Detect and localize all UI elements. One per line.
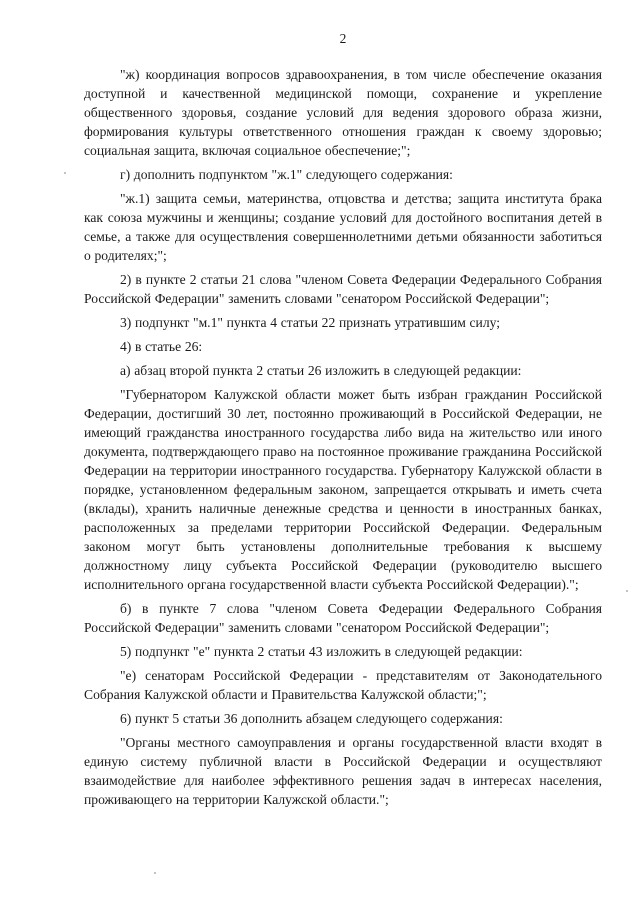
paragraph-zh-health: "ж) координация вопросов здравоохранения, в том числе обеспечение оказания доступной и качественной медицинской помощи, сохранение и укрепление общественного здоровья, создание условий для ведения здорового образа жизни, формирования культуры ответственного отношения граждан к своему здоровью; социальная защита, включая социальное обеспечение;"; <box>84 67 602 158</box>
page-number: 2 <box>339 31 347 46</box>
paragraph-6-article-36: 6) пункт 5 статьи 36 дополнить абзацем следующего содержания: <box>120 711 503 726</box>
paragraph-g-add-subitem: г) дополнить подпунктом "ж.1" следующего содержания: <box>120 167 453 182</box>
paragraph-3-article-22: 3) подпункт "м.1" пункта 4 статьи 22 признать утратившим силу; <box>120 315 501 330</box>
paragraph-5-article-43: 5) подпункт "е" пункта 2 статьи 43 изложить в следующей редакции: <box>120 644 523 659</box>
paragraph-a-article-26: а) абзац второй пункта 2 статьи 26 изложить в следующей редакции: <box>120 363 522 378</box>
paragraph-4-article-26: 4) в статье 26: <box>120 339 203 354</box>
paragraph-2-article-21: 2) в пункте 2 статьи 21 слова "членом Совета Федерации Федерального Собрания Российской Федерации" заменить словами "сенатором Российской Федерации"; <box>84 272 602 306</box>
paragraph-e-senators: "е) сенаторам Российской Федерации - представителям от Законодательного Собрания Калужской области и Правительства Калужской области;"; <box>84 668 602 702</box>
scan-speck <box>626 590 628 592</box>
paragraph-b-item-7: б) в пункте 7 слова "членом Совета Федерации Федерального Собрания Российской Федерации" заменить словами "сенатором Российской Федерации"; <box>84 601 602 635</box>
scan-speck <box>154 872 156 874</box>
paragraph-public-authority: "Органы местного самоуправления и органы государственной власти входят в единую систему публичной власти в Российской Федерации и осуществляют взаимодействие для наиболее эффективного решения задач в интересах населения, проживающего на территории Калужской области."; <box>84 735 602 807</box>
paragraph-zh1-family: "ж.1) защита семьи, материнства, отцовства и детства; защита института брака как союза мужчины и женщины; создание условий для достойного воспитания детей в семье, а также для осуществления совершеннолетними детьми обязанности заботиться о родителях;"; <box>84 191 602 263</box>
paragraph-governor-requirements: "Губернатором Калужской области может быть избран гражданин Российской Федерации, достигший 30 лет, постоянно проживающий в Российской Федерации, не имеющий гражданства иностранного государства либо вида на жительство или иного документа, подтверждающего право на постоянное проживание гражданина Российской Федерации на территории иностранного государства. Губернатору Калужской области в порядке, установленном федеральным законом, запрещается открывать и иметь счета (вклады), хранить наличные денежные средства и ценности в иностранных банках, расположенных за пределами территории Российской Федерации. Федеральным законом могут быть установлены дополнительные требования к высшему должностному лицу субъекта Российской Федерации (руководителю высшего исполнительного органа государственной власти субъекта Российской Федерации)."; <box>84 387 602 592</box>
scan-speck <box>64 172 66 174</box>
